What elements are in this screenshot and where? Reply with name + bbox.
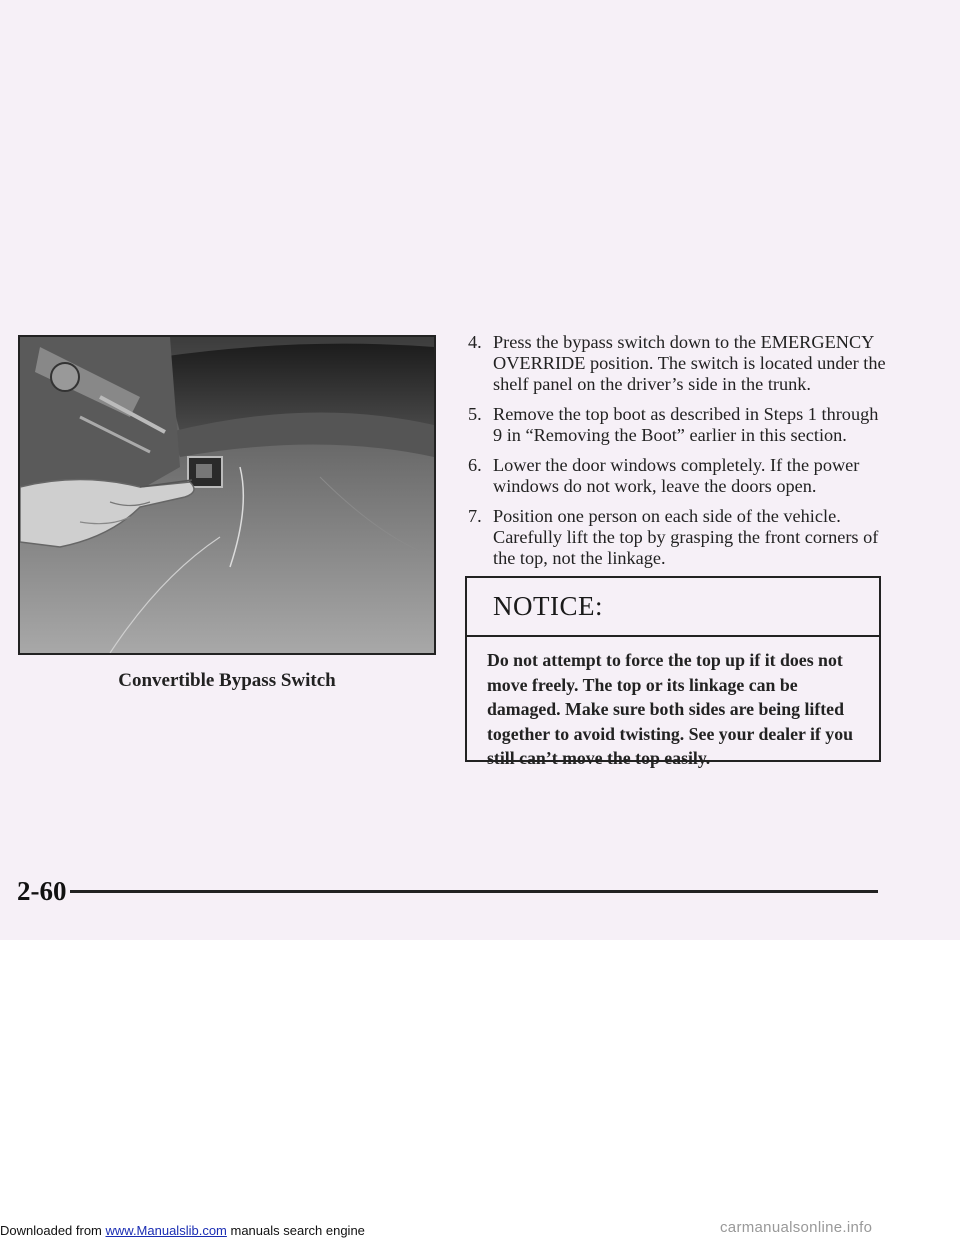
- bypass-switch-illustration: [20, 337, 434, 653]
- step-number: 7.: [468, 506, 482, 526]
- step-text: Lower the door windows completely. If the power windows do not work, leave the doors open.: [493, 455, 860, 496]
- notice-header: [467, 578, 879, 637]
- footer-rule: [70, 890, 878, 893]
- step-item: [468, 404, 888, 446]
- manualslib-link[interactable]: www.Manualslib.com: [105, 1223, 227, 1238]
- notice-title: NOTICE:: [493, 591, 603, 621]
- step-number: 4.: [468, 332, 482, 352]
- photo-caption: Convertible Bypass Switch: [118, 670, 336, 691]
- site-watermark: carmanualsonline.info: [720, 1219, 873, 1236]
- step-item: [468, 332, 888, 395]
- notice-body: Do not attempt to force the top up if it does not move freely. The top or its linkage can be damaged. Make sure both sides are being lifted together to avoid twisting. See your dealer if you still can’t move the top easily.: [487, 650, 853, 768]
- step-list: [468, 332, 888, 578]
- step-item: [468, 455, 888, 497]
- bypass-switch-photo: [18, 335, 436, 655]
- notice-box: [465, 576, 881, 768]
- step-text: Press the bypass switch down to the EMERGENCY OVERRIDE position. The switch is located under the shelf panel on the driver’s side in the trunk.: [493, 332, 886, 394]
- page-number: 2-60: [17, 876, 67, 906]
- step-text: Position one person on each side of the vehicle. Carefully lift the top by grasping the front corners of the top, not the linkage.: [493, 506, 879, 568]
- step-number: 5.: [468, 404, 482, 424]
- step-number: 6.: [468, 455, 482, 475]
- footer-prefix: Downloaded from: [0, 1223, 106, 1238]
- step-item: [468, 506, 888, 569]
- footer-suffix: manuals search engine: [226, 1223, 365, 1238]
- step-text: Remove the top boot as described in Steps 1 through 9 in “Removing the Boot” earlier in this section.: [493, 404, 879, 445]
